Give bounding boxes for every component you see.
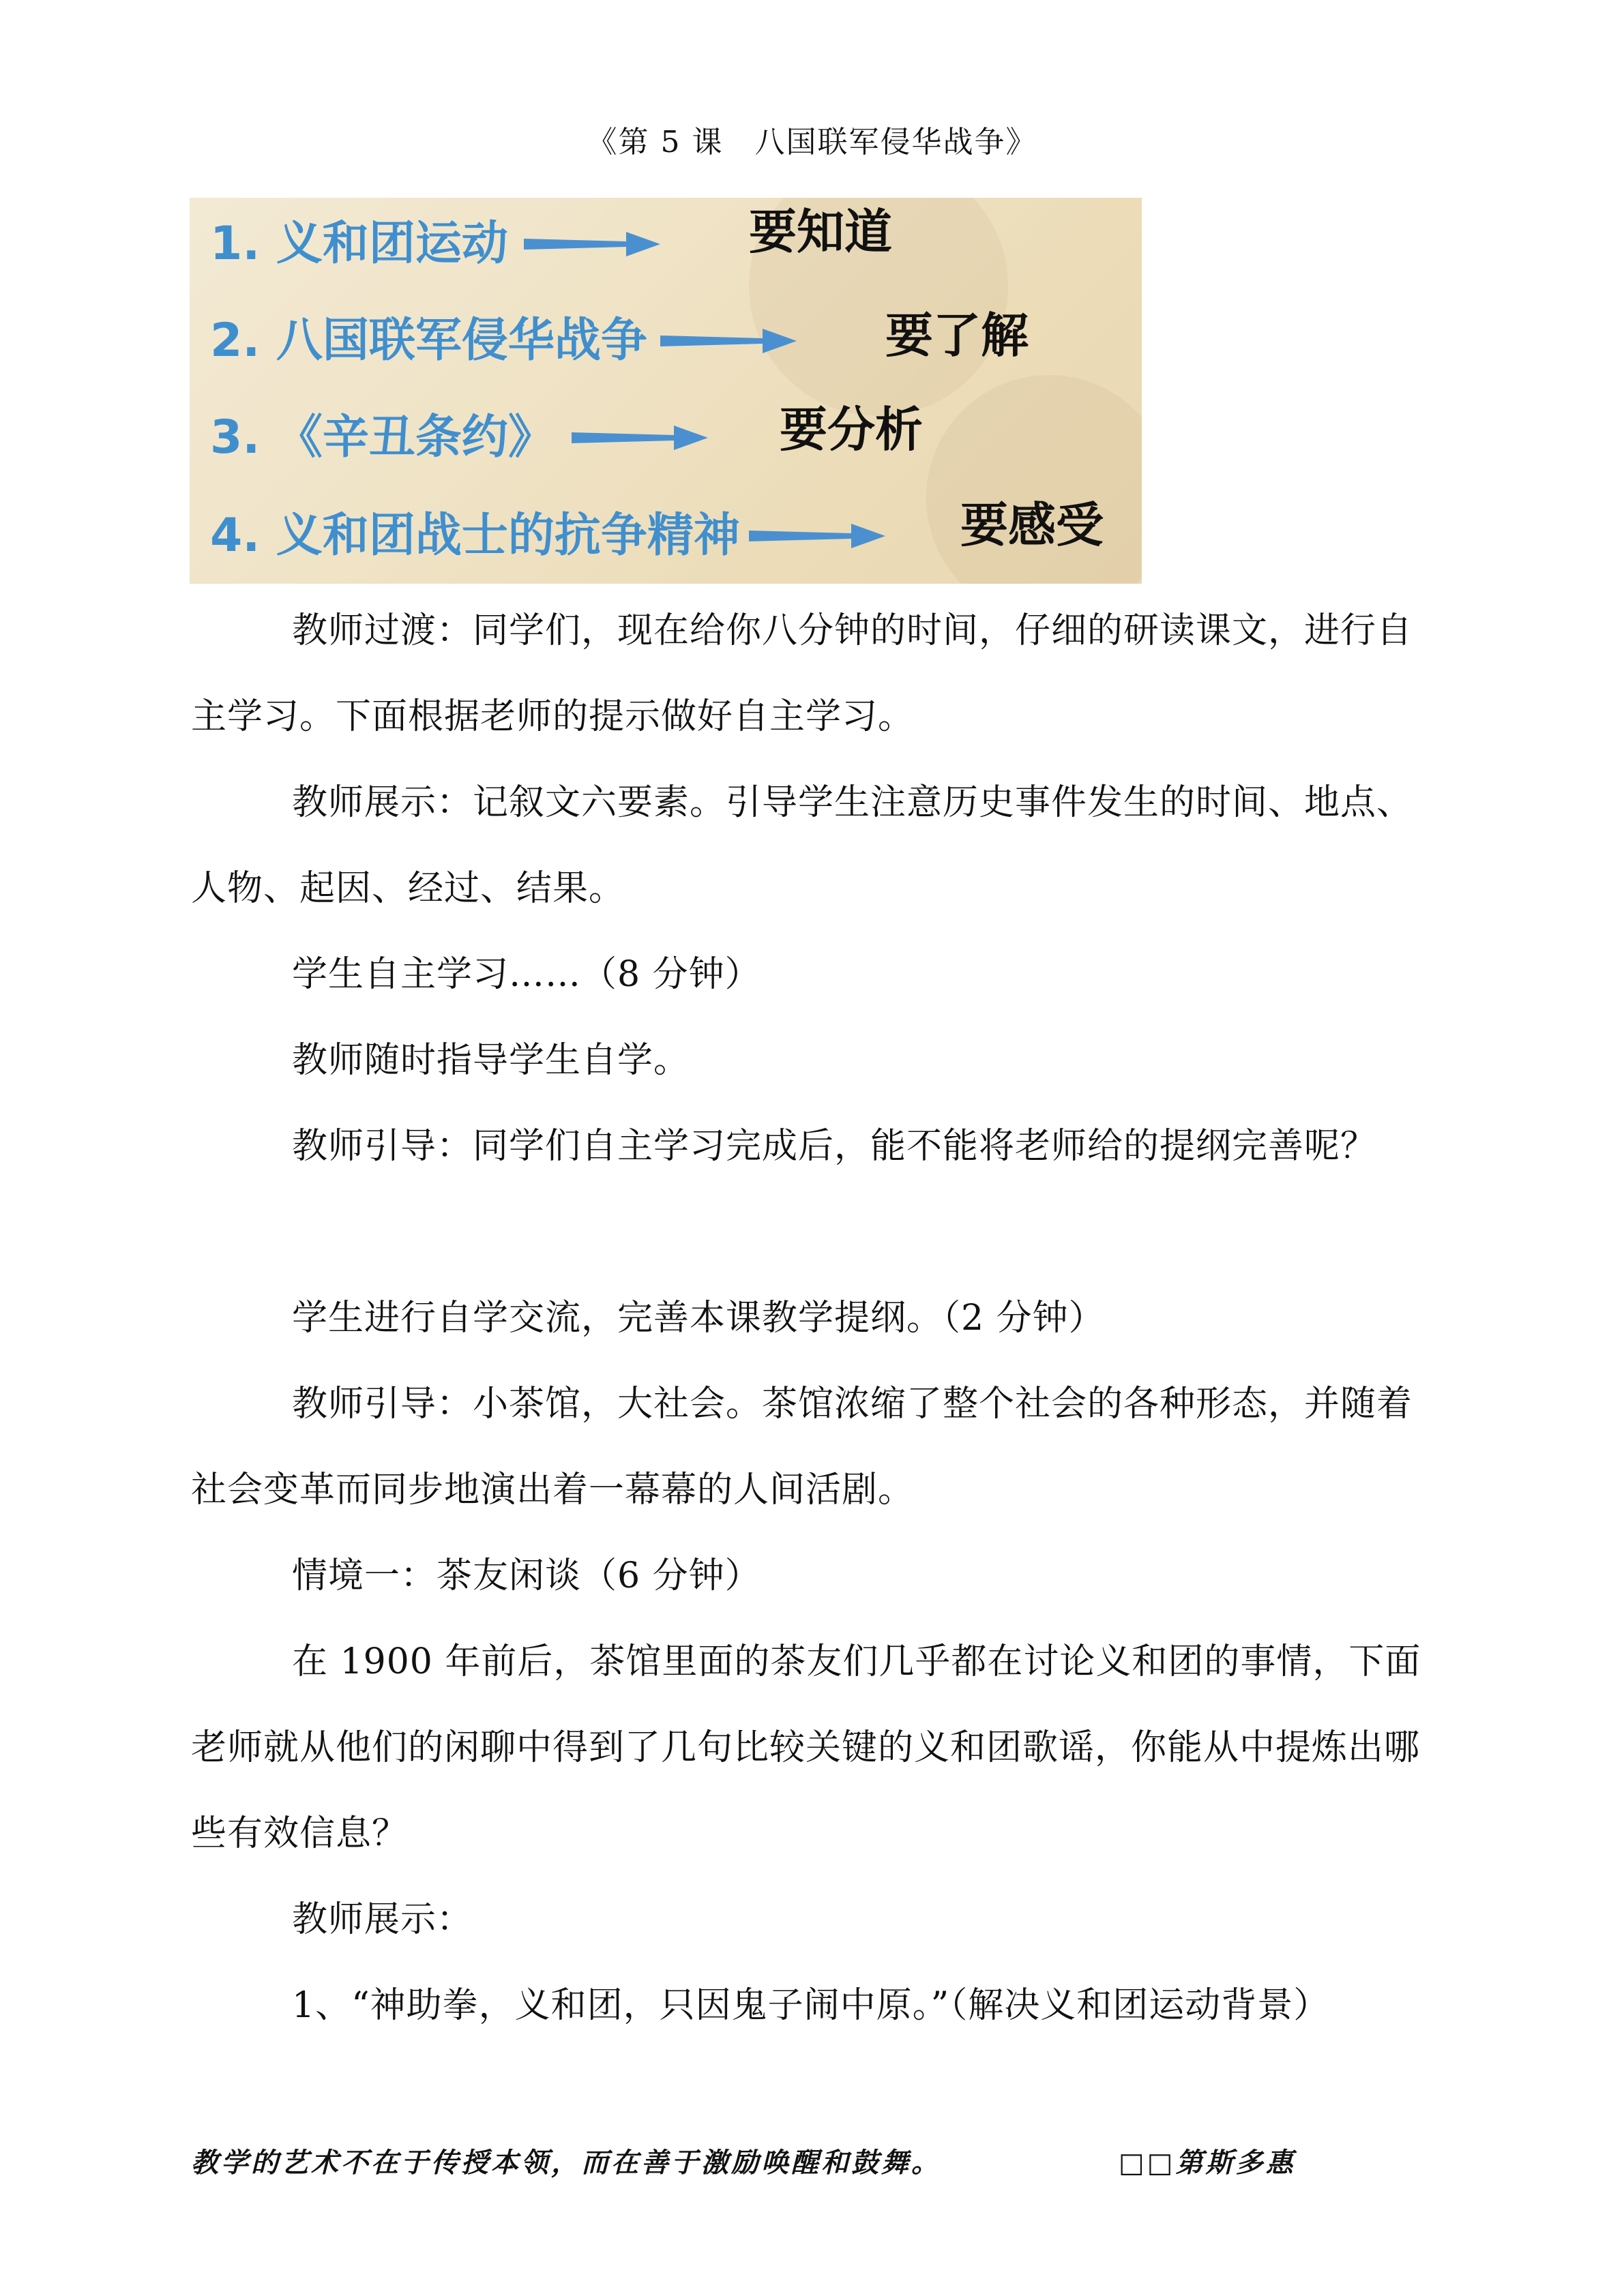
paragraph-self-study: 学生自主学习……（8 分钟） [292, 954, 761, 995]
page-title: 《第 5 课 八国联军侵华战争》 [587, 125, 1037, 160]
paragraph-teahouse-talk: 在 1900 年前后，茶馆里面的茶友们几乎都在讨论义和团的事情，下面老师就从他们的闲聊中得到了几句比较关键的义和团歌谣，你能从中提炼出哪些有效信息？ [191, 1641, 1421, 1854]
goal-label-3: 3. 《辛丑条约》 [210, 411, 555, 464]
goal-tag-2: 要了解 [885, 308, 1029, 363]
footer-motto: 教学的艺术不在于传授本领，而在善于激励唤醒和鼓舞。 [191, 2147, 941, 2179]
goal-label-4: 4. 义和团战士的抗争精神 [210, 509, 740, 563]
paragraph-ballad-1: 1、“神助拳，义和团，只因鬼子闹中原。”（解决义和团运动背景） [292, 1985, 1330, 2026]
paragraph-teacher-display: 教师展示：记叙文六要素。引导学生注意历史事件发生的时间、地点、人物、起因、经过、结果。 [191, 782, 1413, 909]
arrow-right-icon [572, 423, 708, 453]
goal-label-1: 1. 义和团运动 [210, 217, 508, 271]
paragraph-scenario-one: 情境一：茶友闲谈（6 分钟） [292, 1555, 761, 1596]
goal-label-2: 2. 八国联军侵华战争 [210, 314, 647, 368]
arrow-right-icon [660, 326, 797, 356]
arrow-right-icon [524, 229, 660, 259]
paragraph-teacher-transition: 教师过渡：同学们，现在给你八分钟的时间，仔细的研读课文，进行自主学习。下面根据老师的提示做好自主学习。 [191, 610, 1413, 737]
goal-tag-4: 要感受 [960, 497, 1104, 553]
arrow-right-icon [749, 521, 885, 551]
footer-author: □□第斯多惠 [1119, 2147, 1296, 2179]
paragraph-teacher-guide: 教师随时指导学生自学。 [292, 1040, 690, 1081]
goal-tag-3: 要分析 [780, 402, 923, 458]
paragraph-teacher-lead-1: 教师引导：同学们自主学习完成后，能不能将老师给的提纲完善呢？ [292, 1126, 1377, 1167]
paragraph-teacher-show: 教师展示： [292, 1899, 473, 1940]
goal-tag-1: 要知道 [749, 204, 892, 260]
paragraph-student-exchange: 学生进行自学交流，完善本课教学提纲。（2 分钟） [292, 1298, 1105, 1339]
paragraph-teacher-lead-2: 教师引导：小茶馆，大社会。茶馆浓缩了整个社会的各种形态，并随着社会变革而同步地演出着一幕幕的人间活剧。 [191, 1384, 1413, 1510]
lesson-goals-slide [190, 198, 1142, 584]
